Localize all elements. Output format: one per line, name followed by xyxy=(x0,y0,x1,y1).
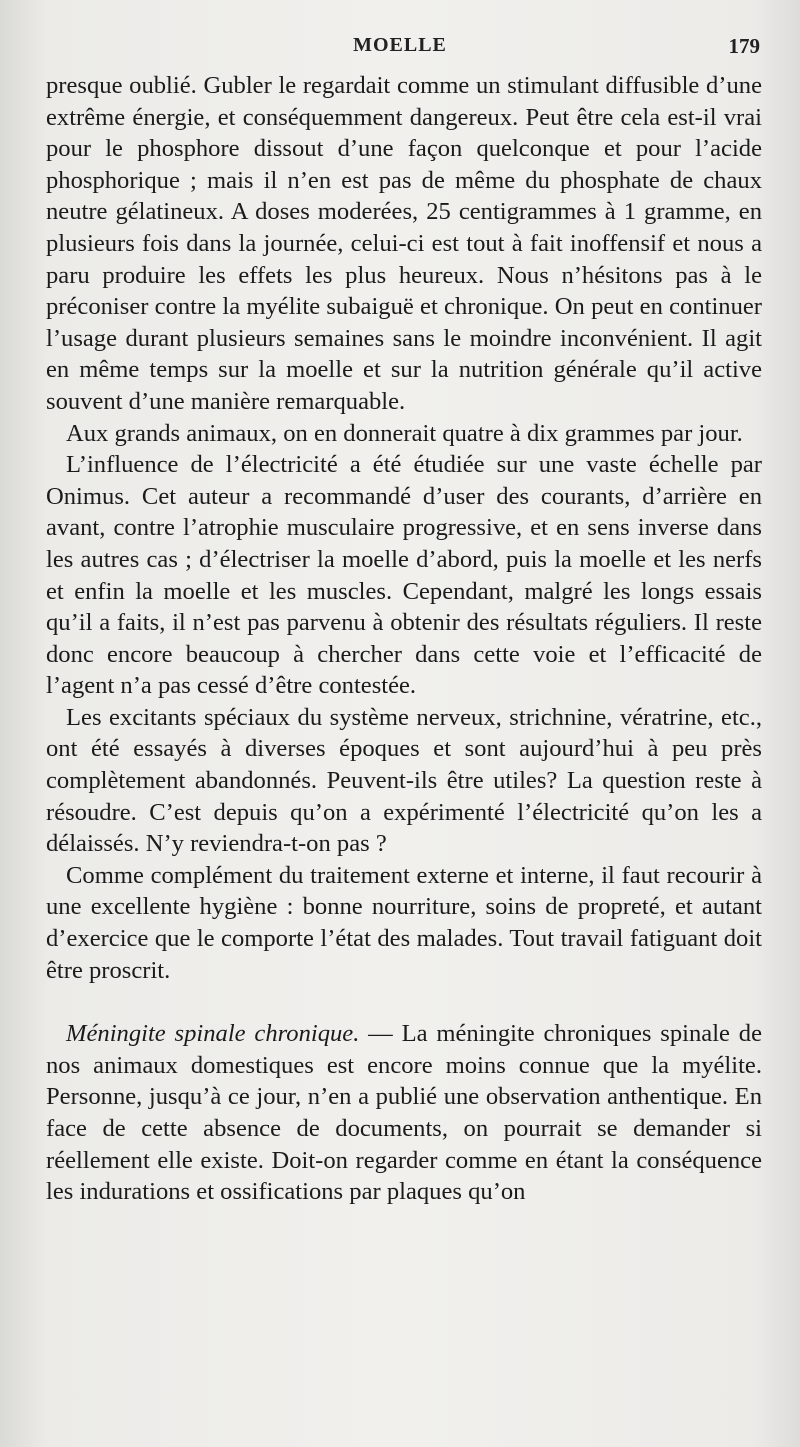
paragraph: L’influence de l’électricité a été étudiée sur une vaste échelle par Onimus. Cet auteur a recommandé d’user des courants, d’arrière en avant, contre l’atrophie musculaire progressive, et en sens inverse dans les autres cas ; d’électriser la moelle d’abord, puis la moelle et les nerfs et enfin la moelle et les muscles. Cependant, malgré les longs essais qu’il a faits, il n’est pas parvenu à obtenir des résultats réguliers. Il reste donc encore beaucoup à chercher dans cette voie et l’efficacité de l’agent n’a pas cessé d’être contestée. xyxy=(46,451,762,700)
page-header xyxy=(40,34,760,60)
section-text: — La méningite chroniques spinale de nos animaux domestiques est encore moins connue que la myélite. Personne, jusqu’à ce jour, n’en a publié une observation anthentique. En face de cette absence de documents, on pourrait se demander si réellement elle existe. Doit-on regarder comme en étant la conséquence les indurations et ossifications par plaques qu’on xyxy=(46,1020,762,1206)
paragraph: Les excitants spéciaux du système nerveux, strichnine, vératrine, etc., ont été essayés à diverses époques et sont aujourd’hui à peu près complètement abandonnés. Peuvent-ils être utiles? La question reste à résoudre. C’est depuis qu’on a expérimenté l’électricité qu’on les a délaissés. N’y reviendra-t-on pas ? xyxy=(46,703,762,858)
running-title: MOELLE xyxy=(353,34,447,56)
page-number: 179 xyxy=(728,34,760,58)
paragraph: Comme complément du traitement externe et interne, il faut recourir à une excellente hygiène : bonne nourriture, soins de propreté, et autant d’exercice que le comporte l’état des malades. Tout travail fatiguant doit être proscrit. xyxy=(46,861,762,984)
section-paragraph xyxy=(46,1018,762,1208)
paragraph: Aux grands animaux, on en donnerait quatre à dix grammes par jour. xyxy=(66,419,743,447)
page-body xyxy=(46,70,762,1208)
paragraph: presque oublié. Gubler le regardait comme un stimulant diffusible d’une extrême énergie, et conséquemment dangereux. Peut être cela est-il vrai pour le phosphore dissout d’une façon quelconque et pour l’acide phosphorique ; mais il n’en est pas de même du phosphate de chaux neutre gélatineux. A doses moderées, 25 centigrammes à 1 gramme, en plusieurs fois dans la journée, celui-ci est tout à fait inoffensif et nous a paru produire les effets les plus heureux. Nous n’hésitons pas à le préconiser contre la myélite subaiguë et chronique. On peut en continuer l’usage durant plusieurs semaines sans le moindre inconvénient. Il agit en même temps sur la moelle et sur la nutrition générale qu’il active souvent d’une manière remarquable. xyxy=(46,72,762,415)
section-title: Méningite spinale chronique. xyxy=(66,1020,360,1048)
section-gap xyxy=(46,986,762,1018)
